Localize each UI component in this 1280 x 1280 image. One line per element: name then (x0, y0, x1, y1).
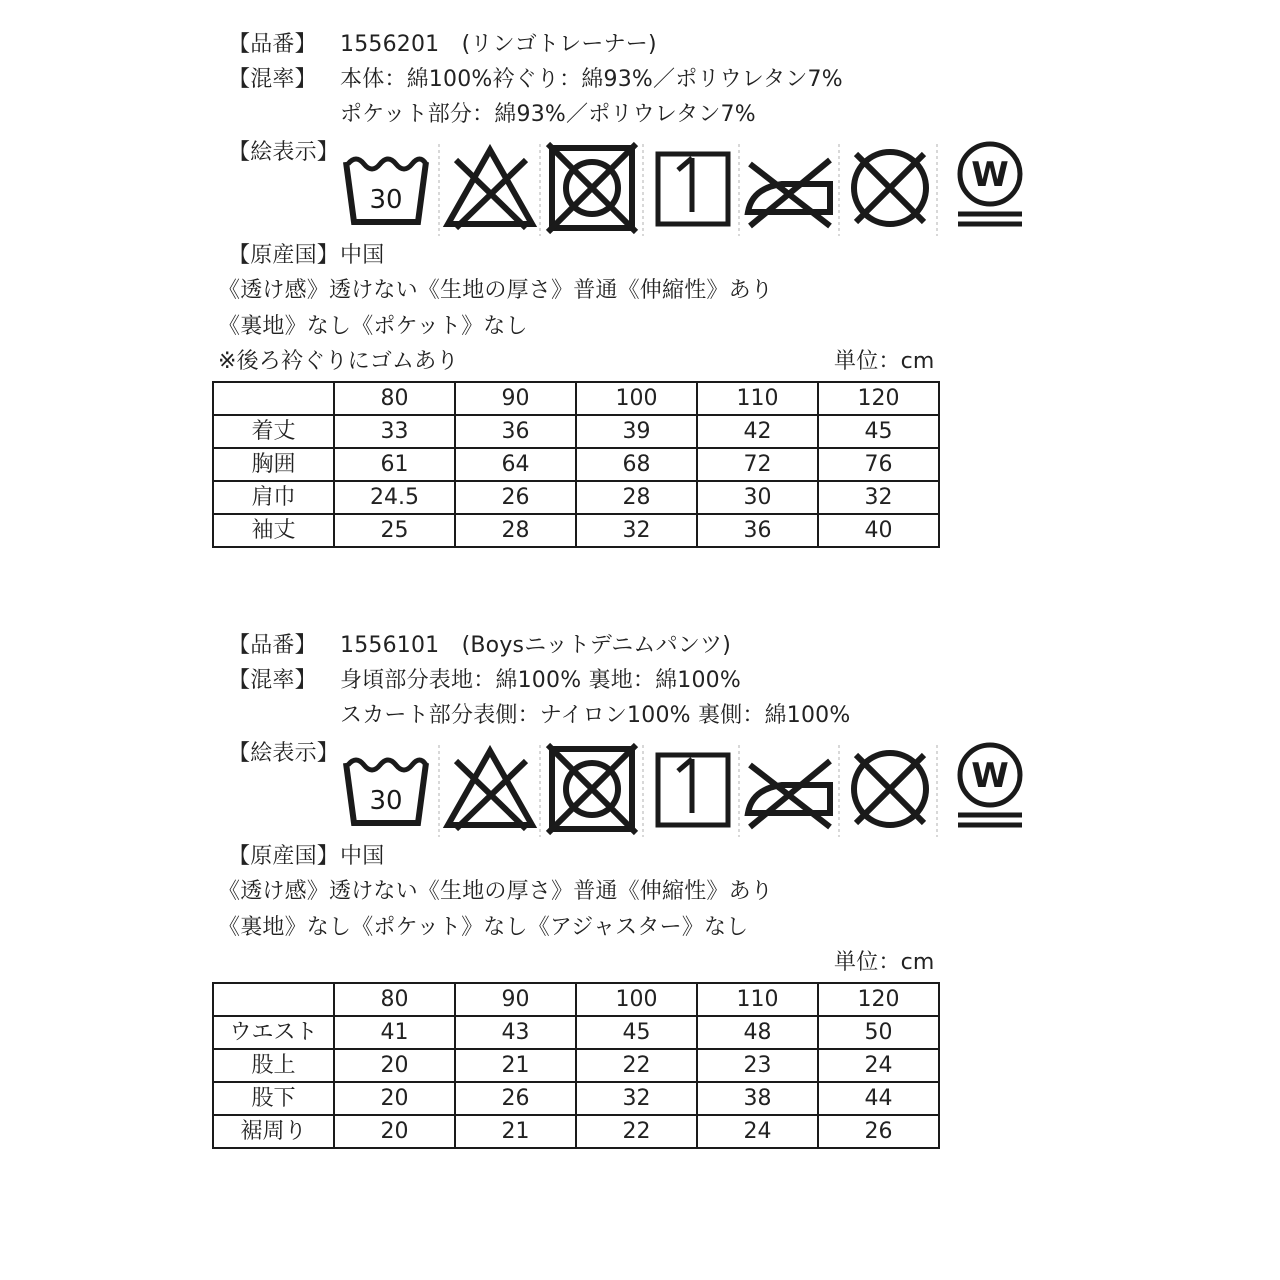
table-cell: 22 (576, 1115, 697, 1148)
table-cell: 21 (455, 1049, 576, 1082)
origin-value: 中国 (340, 844, 385, 869)
size-table (212, 982, 940, 1149)
origin-value: 中国 (340, 243, 385, 268)
table-cell: 21 (455, 1115, 576, 1148)
table-cell: 22 (576, 1049, 697, 1082)
origin-label: 【原産国】 (228, 243, 340, 268)
hinban-label: 【品番】 (228, 633, 317, 658)
table-header-cell (213, 382, 334, 415)
table-cell: 42 (697, 415, 818, 448)
product-spec-2 (0, 601, 1280, 1201)
table-cell: 61 (334, 448, 455, 481)
table-row-label: ウエスト (213, 1016, 334, 1049)
table-cell: 72 (697, 448, 818, 481)
no-bleach-icon (442, 741, 538, 837)
unit-label: 単位：cm (834, 950, 935, 975)
table-cell: 48 (697, 1016, 818, 1049)
care-icons (338, 741, 1038, 841)
konritsu-label: 【混率】 (228, 67, 317, 92)
table-cell: 24 (697, 1115, 818, 1148)
iron-low-crossed-icon (742, 741, 838, 837)
table-cell: 38 (697, 1082, 818, 1115)
table-cell: 45 (818, 415, 939, 448)
iron-low-crossed-icon (742, 140, 838, 236)
hinban-value: 1556101 (Boysニットデニムパンツ) (340, 633, 732, 658)
origin-label: 【原産国】 (228, 844, 340, 869)
konritsu-line-1: 本体：綿100%衿ぐり：綿93%／ポリウレタン7% (340, 67, 843, 92)
table-cell: 36 (455, 415, 576, 448)
table-header-cell: 80 (334, 983, 455, 1016)
table-header-cell: 120 (818, 382, 939, 415)
table-cell: 25 (334, 514, 455, 547)
wet-clean-letter: W (971, 756, 1009, 796)
wet-clean-gentle-icon (944, 140, 1040, 236)
table-cell: 20 (334, 1049, 455, 1082)
table-header-cell (213, 983, 334, 1016)
no-dry-clean-icon (842, 741, 938, 837)
product-spec-1 (0, 0, 1280, 600)
size-table (212, 381, 940, 548)
table-row-label: 着丈 (213, 415, 334, 448)
konritsu-label: 【混率】 (228, 668, 317, 693)
eheyoji-label: 【絵表示】 (228, 741, 340, 766)
table-cell: 64 (455, 448, 576, 481)
table-cell: 32 (818, 481, 939, 514)
table-row (213, 1082, 939, 1115)
table-cell: 45 (576, 1016, 697, 1049)
table-cell: 23 (697, 1049, 818, 1082)
table-cell: 24.5 (334, 481, 455, 514)
table-header-cell: 100 (576, 382, 697, 415)
table-cell: 20 (334, 1082, 455, 1115)
table-cell: 50 (818, 1016, 939, 1049)
unit-label: 単位：cm (834, 349, 935, 374)
table-row (213, 415, 939, 448)
attributes-line-1: 《透け感》透けない《生地の厚さ》普通《伸縮性》あり (218, 278, 774, 303)
wet-clean-letter: W (971, 155, 1009, 195)
table-cell: 26 (455, 481, 576, 514)
table-cell: 20 (334, 1115, 455, 1148)
table-cell: 24 (818, 1049, 939, 1082)
table-header-row (213, 382, 939, 415)
wash-temp-text: 30 (369, 185, 403, 215)
table-row (213, 448, 939, 481)
table-row-label: 袖丈 (213, 514, 334, 547)
table-row (213, 1016, 939, 1049)
wash-30-icon (338, 741, 434, 837)
hinban-value: 1556201 (リンゴトレーナー) (340, 32, 657, 57)
table-header-row (213, 983, 939, 1016)
note-text: ※後ろ衿ぐりにゴムあり (218, 349, 459, 374)
wash-30-icon (338, 140, 434, 236)
wash-temp-text: 30 (369, 786, 403, 816)
table-cell: 26 (455, 1082, 576, 1115)
table-row (213, 481, 939, 514)
table-header-cell: 90 (455, 983, 576, 1016)
konritsu-line-1: 身頃部分表地：綿100% 裏地：綿100% (340, 668, 741, 693)
no-tumble-dry-icon (544, 741, 640, 837)
care-icons (338, 140, 1038, 240)
wet-clean-gentle-icon (944, 741, 1040, 837)
table-cell: 33 (334, 415, 455, 448)
no-bleach-icon (442, 140, 538, 236)
table-header-cell: 90 (455, 382, 576, 415)
table-row (213, 1049, 939, 1082)
table-cell: 39 (576, 415, 697, 448)
attributes-line-2: 《裏地》なし《ポケット》なし《アジャスター》なし (218, 915, 749, 940)
table-cell: 68 (576, 448, 697, 481)
table-cell: 40 (818, 514, 939, 547)
table-row-label: 胸囲 (213, 448, 334, 481)
table-cell: 44 (818, 1082, 939, 1115)
table-row-label: 股下 (213, 1082, 334, 1115)
no-dry-clean-icon (842, 140, 938, 236)
table-header-cell: 110 (697, 983, 818, 1016)
table-cell: 26 (818, 1115, 939, 1148)
table-cell: 36 (697, 514, 818, 547)
table-header-cell: 110 (697, 382, 818, 415)
table-header-cell: 120 (818, 983, 939, 1016)
konritsu-line-2: ポケット部分：綿93%／ポリウレタン7% (340, 102, 756, 127)
table-header-cell: 100 (576, 983, 697, 1016)
table-cell: 41 (334, 1016, 455, 1049)
table-row (213, 1115, 939, 1148)
table-row-label: 裾周り (213, 1115, 334, 1148)
table-cell: 32 (576, 514, 697, 547)
line-dry-shade-icon (644, 741, 740, 837)
table-cell: 76 (818, 448, 939, 481)
table-cell: 28 (455, 514, 576, 547)
table-cell: 30 (697, 481, 818, 514)
table-cell: 28 (576, 481, 697, 514)
table-row-label: 肩巾 (213, 481, 334, 514)
table-row (213, 514, 939, 547)
konritsu-line-2: スカート部分表側：ナイロン100% 裏側：綿100% (340, 703, 851, 728)
table-cell: 32 (576, 1082, 697, 1115)
line-dry-shade-icon (644, 140, 740, 236)
attributes-line-1: 《透け感》透けない《生地の厚さ》普通《伸縮性》あり (218, 879, 774, 904)
table-header-cell: 80 (334, 382, 455, 415)
table-cell: 43 (455, 1016, 576, 1049)
no-tumble-dry-icon (544, 140, 640, 236)
attributes-line-2: 《裏地》なし《ポケット》なし (218, 314, 528, 339)
hinban-label: 【品番】 (228, 32, 317, 57)
table-row-label: 股上 (213, 1049, 334, 1082)
eheyoji-label: 【絵表示】 (228, 140, 340, 165)
